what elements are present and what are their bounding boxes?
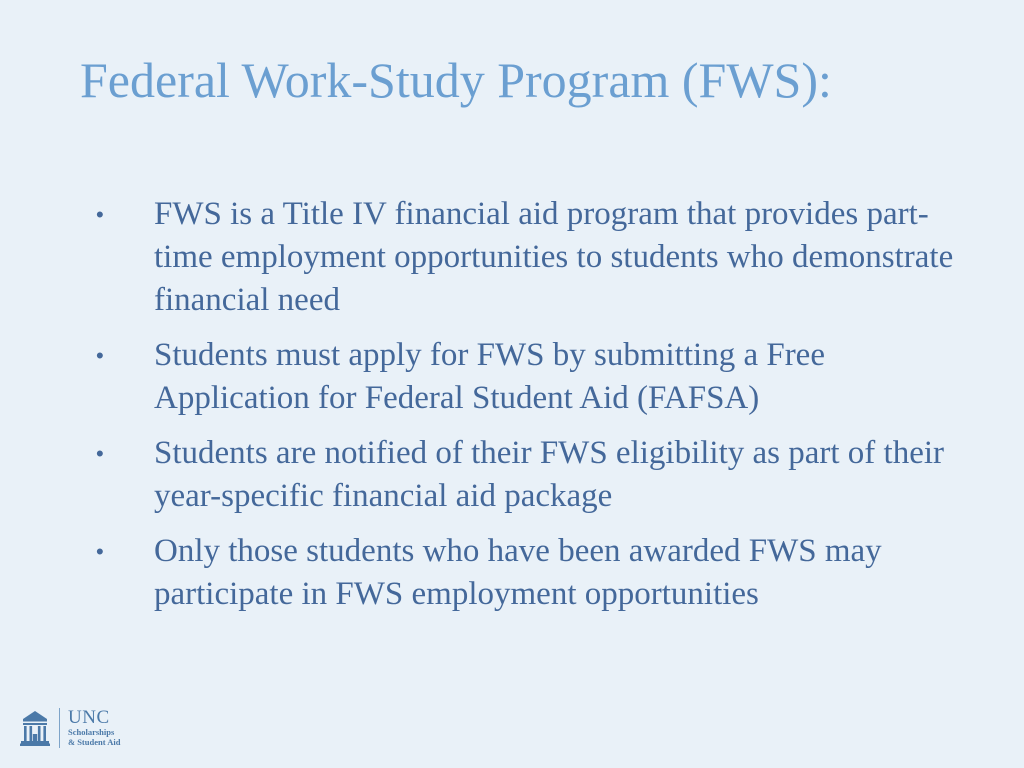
bullet-marker: •	[96, 539, 104, 564]
logo-divider	[59, 708, 60, 748]
slide-title: Federal Work-Study Program (FWS):	[80, 52, 832, 108]
bullet-text: FWS is a Title IV financial aid program that provides part-time employment opportunities to students who demonstrate financial need	[154, 196, 954, 318]
bullet-marker: •	[96, 441, 104, 466]
bullet-text: Students are notified of their FWS eligibility as part of their year-specific financial aid package	[154, 435, 945, 514]
old-well-icon	[20, 710, 50, 746]
bullet-marker: •	[96, 202, 104, 227]
bullet-marker: •	[96, 343, 104, 368]
bullet-item	[92, 432, 972, 518]
bullet-text: Students must apply for FWS by submitting a Free Application for Federal Student Aid (FAFSA)	[154, 337, 825, 416]
logo-line-2: & Student Aid	[68, 737, 121, 747]
logo-name: UNC	[68, 707, 110, 728]
bullet-item	[92, 530, 972, 616]
bullet-list	[92, 193, 972, 628]
bullet-item	[92, 334, 972, 420]
bullet-item	[92, 193, 972, 322]
logo-line-1: Scholarships	[68, 727, 115, 737]
logo-text	[68, 709, 120, 747]
unc-logo	[20, 708, 120, 748]
bullet-text: Only those students who have been awarded FWS may participate in FWS employment opportunities	[154, 533, 882, 612]
